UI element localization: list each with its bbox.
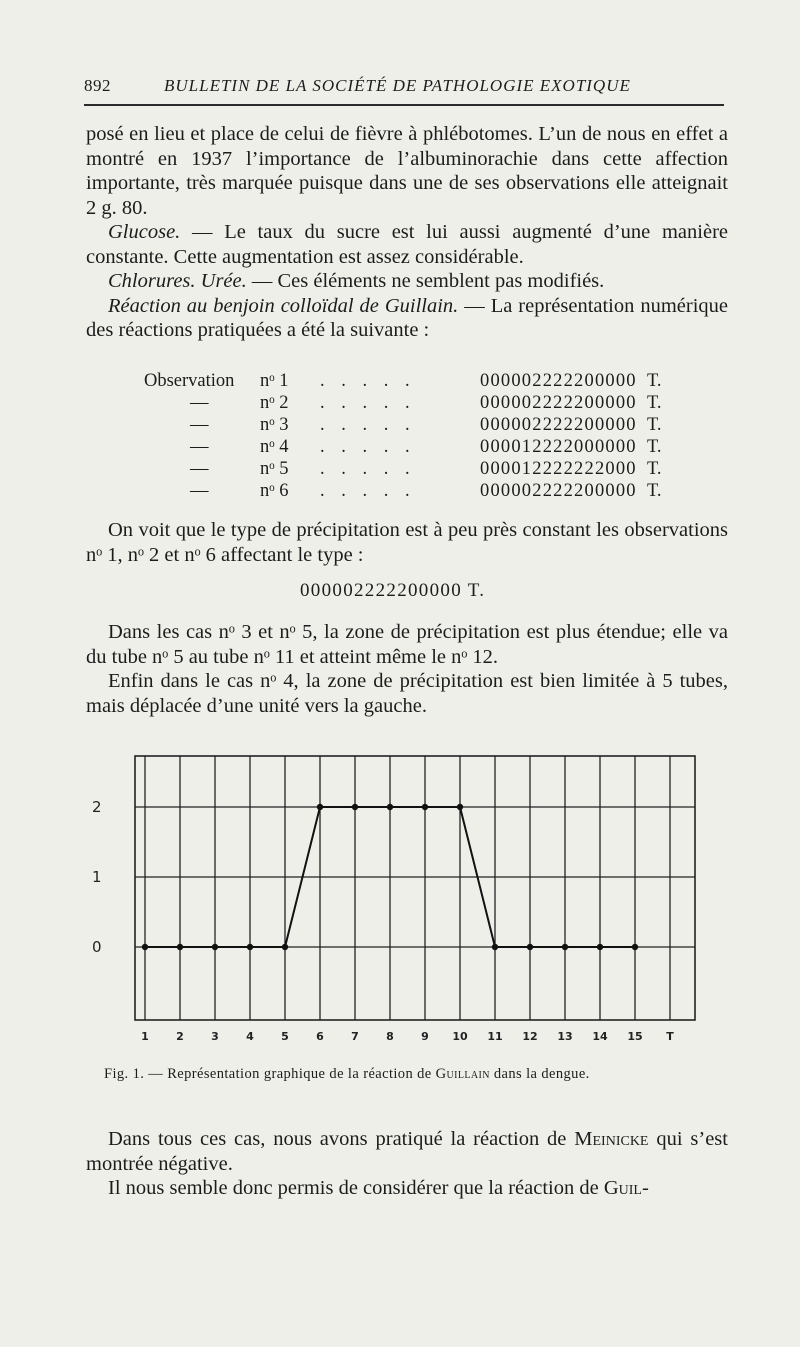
paragraph-cas-4: Enfin dans le cas nᵒ 4, la zone de précipitation est bien limitée à 5 tubes, mais déplacée d’une unité vers la gauche. — [86, 670, 728, 717]
name-meinicke: Meinicke — [574, 1128, 649, 1150]
obs-t: T. — [647, 437, 662, 457]
obs-t: T. — [647, 393, 662, 413]
x-tick-label: T — [666, 1030, 674, 1043]
obs-t: T. — [647, 371, 662, 391]
obs-label: — — [190, 459, 209, 479]
paragraph-type: On voit que le type de précipitation est à peu près constant les observations nᵒ 1, nᵒ 2 et nᵒ 6 affectant le type : — [86, 519, 728, 566]
observation-row — [144, 371, 704, 393]
data-point — [597, 944, 603, 950]
label-chlorures: Chlorures. Urée. — [108, 270, 247, 292]
obs-label: — — [190, 437, 209, 457]
caption-name: Guillain — [435, 1066, 490, 1082]
x-tick-label: 10 — [452, 1030, 468, 1043]
caption-suffix: dans la dengue. — [489, 1066, 590, 1082]
chart-frame — [135, 756, 695, 1020]
text-conclusion: Il nous semble donc permis de considérer que la réaction de — [108, 1177, 604, 1199]
caption-prefix: Fig. 1. — Représentation graphique de la réaction de — [104, 1066, 436, 1082]
obs-sequence: 000002222200000 — [480, 481, 637, 501]
data-point — [632, 944, 638, 950]
text-meinicke-a: Dans tous ces cas, nous avons pratiqué la réaction de — [108, 1128, 575, 1150]
obs-dots: . . . . . — [320, 481, 416, 501]
obs-label: Observation — [144, 371, 235, 391]
x-tick-label: 12 — [522, 1030, 538, 1043]
intro-text — [86, 122, 728, 343]
observation-row — [144, 437, 704, 459]
x-tick-label: 14 — [592, 1030, 608, 1043]
paragraph-glucose — [86, 220, 728, 269]
journal-title: BULLETIN DE LA SOCIÉTÉ DE PATHOLOGIE EXOTIQUE — [164, 76, 631, 95]
x-tick-label: 13 — [557, 1030, 573, 1043]
x-tick-label: 4 — [246, 1030, 254, 1043]
paragraph-conclusion — [86, 1176, 728, 1201]
observation-row — [144, 481, 704, 503]
obs-dots: . . . . . — [320, 437, 416, 457]
x-tick-label: 11 — [487, 1030, 503, 1043]
observation-row — [144, 393, 704, 415]
obs-t: T. — [647, 415, 662, 435]
obs-sequence: 000012222000000 — [480, 437, 637, 457]
data-point — [387, 804, 393, 810]
page-number: 892 — [84, 76, 111, 95]
obs-number: nᵒ 5 — [260, 459, 289, 479]
obs-number: nᵒ 4 — [260, 437, 289, 457]
obs-label: — — [190, 415, 209, 435]
x-tick-label: 5 — [281, 1030, 289, 1043]
obs-t: T. — [647, 481, 662, 501]
obs-dots: . . . . . — [320, 459, 416, 479]
observation-row — [144, 415, 704, 437]
name-guillain: Guil- — [603, 1177, 649, 1199]
x-tick-label: 7 — [351, 1030, 359, 1043]
middle-text-b — [86, 620, 728, 718]
chart-svg — [80, 752, 720, 1052]
x-tick-label: 3 — [211, 1030, 219, 1043]
x-tick-label: 6 — [316, 1030, 324, 1043]
obs-sequence: 000002222200000 — [480, 371, 637, 391]
data-point — [212, 944, 218, 950]
data-point — [142, 944, 148, 950]
observation-table — [144, 371, 704, 503]
data-point — [317, 804, 323, 810]
guillain-chart — [80, 752, 720, 1057]
obs-dots: . . . . . — [320, 371, 416, 391]
data-point — [422, 804, 428, 810]
obs-sequence: 000012222222000 — [480, 459, 637, 479]
x-tick-label: 1 — [141, 1030, 149, 1043]
paragraph-albuminorachie: posé en lieu et place de celui de fièvre à phlébotomes. L’un de nous en effet a montré en 1937 l’importance de l’albuminorachie dans cette affection importante, très marquée puisque dans une de ses observations elle atteignait 2 g. 80. — [86, 123, 728, 219]
paragraph-meinicke — [86, 1127, 728, 1176]
obs-number: nᵒ 1 — [260, 371, 289, 391]
x-tick-label: 15 — [627, 1030, 643, 1043]
data-point — [562, 944, 568, 950]
text-benjoin: — La représentation numérique des réactions pratiquées a été la suivante : — [86, 294, 728, 341]
formula-type: 000002222200000 T. — [300, 580, 486, 601]
header-rule — [84, 104, 724, 106]
obs-number: nᵒ 2 — [260, 393, 289, 413]
x-tick-label: 8 — [386, 1030, 394, 1043]
obs-t: T. — [647, 459, 662, 479]
data-point — [247, 944, 253, 950]
y-tick-label: 1 — [92, 868, 102, 886]
text-chlorures: — Ces éléments ne semblent pas modifiés. — [246, 270, 605, 292]
obs-label: — — [190, 481, 209, 501]
obs-sequence: 000002222200000 — [480, 393, 637, 413]
label-benjoin: Réaction au benjoin colloïdal de Guillain. — [108, 294, 459, 317]
obs-dots: . . . . . — [320, 393, 416, 413]
data-point — [527, 944, 533, 950]
closing-text — [86, 1127, 728, 1201]
y-tick-label: 2 — [92, 798, 102, 816]
obs-sequence: 000002222200000 — [480, 415, 637, 435]
data-point — [177, 944, 183, 950]
paragraph-chlorures — [86, 269, 728, 294]
data-point — [352, 804, 358, 810]
paragraph-benjoin — [86, 294, 728, 343]
x-tick-label: 9 — [421, 1030, 429, 1043]
y-tick-label: 0 — [92, 938, 102, 956]
obs-dots: . . . . . — [320, 415, 416, 435]
x-tick-label: 2 — [176, 1030, 184, 1043]
label-glucose: Glucose. — [108, 221, 181, 243]
paragraph-cas-3-5: Dans les cas nᵒ 3 et nᵒ 5, la zone de précipitation est plus étendue; elle va du tube nᵒ 5 au tube nᵒ 11 et atteint même le nᵒ 12. — [86, 621, 728, 668]
middle-text-a — [86, 518, 728, 567]
text-meinicke-b: qui s’est montrée négative. — [86, 1128, 728, 1175]
data-point — [282, 944, 288, 950]
obs-number: nᵒ 6 — [260, 481, 289, 501]
obs-number: nᵒ 3 — [260, 415, 289, 435]
observation-row — [144, 459, 704, 481]
data-point — [457, 804, 463, 810]
data-point — [492, 944, 498, 950]
obs-label: — — [190, 393, 209, 413]
text-glucose: — Le taux du sucre est lui aussi augmenté d’une manière constante. Cette augmentation est assez considérable. — [86, 221, 728, 268]
figure-caption — [104, 1066, 744, 1083]
